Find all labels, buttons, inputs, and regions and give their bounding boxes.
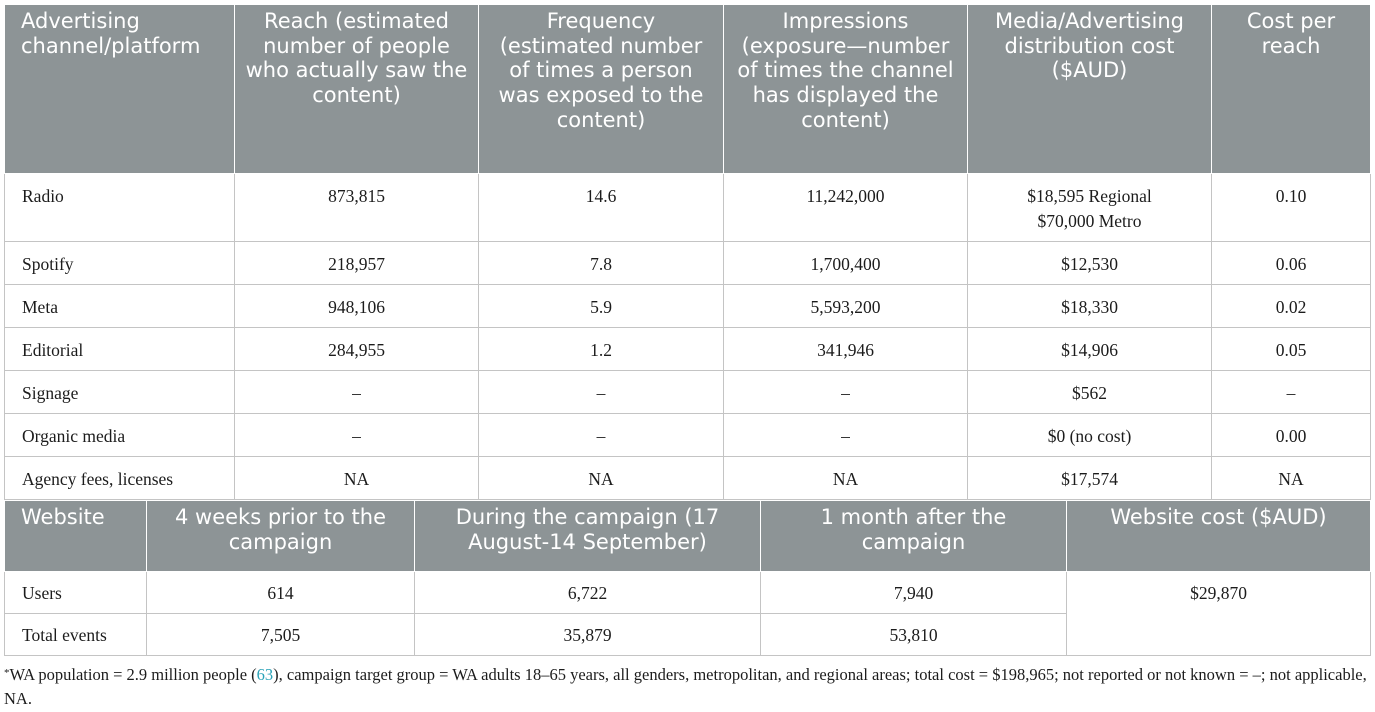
- prior-cell: 614: [147, 572, 415, 614]
- after-cell: 53,810: [761, 614, 1067, 656]
- website-cost-cell: $29,870: [1067, 572, 1371, 656]
- cost-per-reach-cell: 0.02: [1212, 285, 1371, 328]
- impressions-cell: 11,242,000: [724, 174, 968, 242]
- channel-cell: Signage: [5, 371, 235, 414]
- prior-cell: 7,505: [147, 614, 415, 656]
- cost-cell: $14,906: [968, 328, 1212, 371]
- channel-cell: Radio: [5, 174, 235, 242]
- channel-cell: Organic media: [5, 414, 235, 457]
- reach-cell: 948,106: [235, 285, 479, 328]
- table-footnote: [4, 661, 1370, 711]
- metric-cell: Users: [5, 572, 147, 614]
- metric-cell: Total events: [5, 614, 147, 656]
- after-cell: 7,940: [761, 572, 1067, 614]
- table-row: [5, 242, 1371, 285]
- impressions-cell: 5,593,200: [724, 285, 968, 328]
- cost-regional: $18,595 Regional: [1027, 186, 1152, 206]
- footnote-text-end: ), campaign target group = WA adults 18–65 years, all genders, metropolitan, and regional areas; total cost = $198,965; not reported or not known = –; not applicable, NA.: [4, 665, 1367, 708]
- reach-cell: 284,955: [235, 328, 479, 371]
- impressions-cell: –: [724, 414, 968, 457]
- header-reach: Reach (estimated number of people who actually saw the content): [235, 5, 479, 174]
- cost-per-reach-cell: NA: [1212, 457, 1371, 500]
- during-cell: 6,722: [415, 572, 761, 614]
- cost-metro: $70,000 Metro: [1037, 211, 1142, 231]
- header-prior: 4 weeks prior to the campaign: [147, 501, 415, 572]
- impressions-cell: NA: [724, 457, 968, 500]
- cost-per-reach-cell: 0.10: [1212, 174, 1371, 242]
- table-row: [5, 285, 1371, 328]
- cost-cell: $17,574: [968, 457, 1212, 500]
- frequency-cell: NA: [479, 457, 724, 500]
- cost-per-reach-cell: 0.00: [1212, 414, 1371, 457]
- header-after: 1 month after the campaign: [761, 501, 1067, 572]
- cost-cell: [968, 174, 1212, 242]
- impressions-cell: 341,946: [724, 328, 968, 371]
- frequency-cell: 5.9: [479, 285, 724, 328]
- table-row: [5, 174, 1371, 242]
- header-impressions: Impressions (exposure—number of times the channel has displayed the content): [724, 5, 968, 174]
- cost-cell: $562: [968, 371, 1212, 414]
- channels-header-row: [5, 5, 1371, 174]
- reach-cell: 218,957: [235, 242, 479, 285]
- channel-cell: Spotify: [5, 242, 235, 285]
- frequency-cell: 7.8: [479, 242, 724, 285]
- header-cost-per-reach: Cost per reach: [1212, 5, 1371, 174]
- during-cell: 35,879: [415, 614, 761, 656]
- header-website: Website: [5, 501, 147, 572]
- website-table: [4, 500, 1371, 656]
- footnote-text-start: WA population = 2.9 million people (: [9, 665, 257, 684]
- reach-cell: 873,815: [235, 174, 479, 242]
- website-header-row: [5, 501, 1371, 572]
- header-distribution-cost: Media/Advertising distribution cost ($AUD): [968, 5, 1212, 174]
- footnote-marker: *: [4, 667, 10, 679]
- frequency-cell: –: [479, 414, 724, 457]
- channels-table: [4, 4, 1371, 500]
- reach-cell: NA: [235, 457, 479, 500]
- table-row: [5, 572, 1371, 614]
- channel-cell: Editorial: [5, 328, 235, 371]
- cost-per-reach-cell: 0.05: [1212, 328, 1371, 371]
- header-frequency: Frequency (estimated number of times a person was exposed to the content): [479, 5, 724, 174]
- header-website-cost: Website cost ($AUD): [1067, 501, 1371, 572]
- table-row: [5, 371, 1371, 414]
- cost-cell: $12,530: [968, 242, 1212, 285]
- reach-cell: –: [235, 371, 479, 414]
- cost-cell: $18,330: [968, 285, 1212, 328]
- cost-per-reach-cell: 0.06: [1212, 242, 1371, 285]
- table-row: [5, 328, 1371, 371]
- reference-link[interactable]: 63: [256, 665, 274, 684]
- impressions-cell: –: [724, 371, 968, 414]
- cost-per-reach-cell: –: [1212, 371, 1371, 414]
- cost-cell: $0 (no cost): [968, 414, 1212, 457]
- impressions-cell: 1,700,400: [724, 242, 968, 285]
- header-during: During the campaign (17 August-14 September): [415, 501, 761, 572]
- channel-cell: Agency fees, licenses: [5, 457, 235, 500]
- frequency-cell: 1.2: [479, 328, 724, 371]
- frequency-cell: –: [479, 371, 724, 414]
- table-row: [5, 457, 1371, 500]
- table-row: [5, 414, 1371, 457]
- reach-cell: –: [235, 414, 479, 457]
- frequency-cell: 14.6: [479, 174, 724, 242]
- header-channel: Advertising channel/platform: [5, 5, 235, 174]
- channel-cell: Meta: [5, 285, 235, 328]
